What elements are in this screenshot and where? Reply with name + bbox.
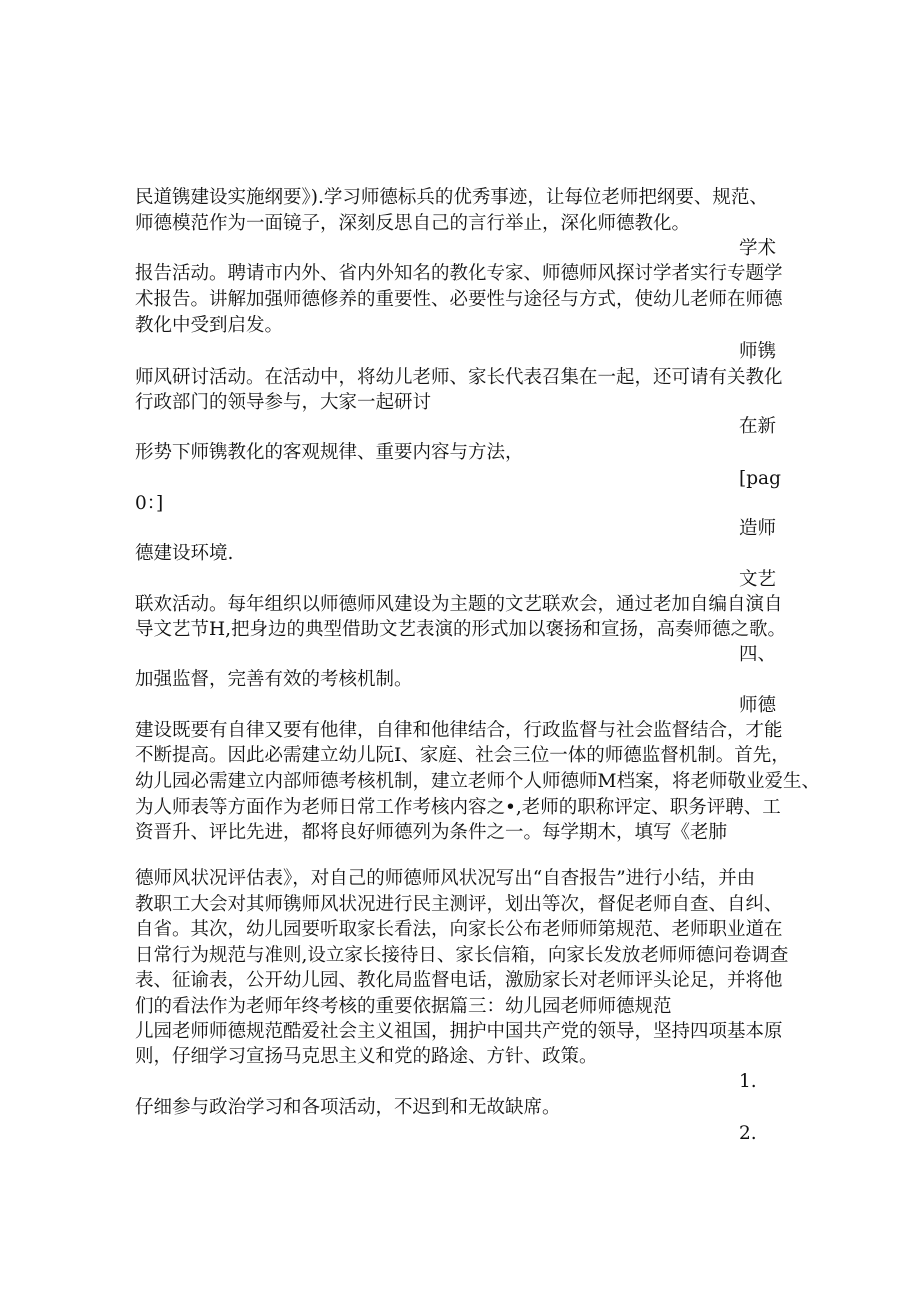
heading-fragment: 文艺 [739,569,777,590]
text-line: 则，仔细学习宣扬马克思主义和党的路途、方针、政策。 [135,1046,598,1067]
heading-fragment: 师德 [739,695,777,716]
text-line: 行政部门的领导参与，大家一起研讨 [135,392,432,413]
text-line: 报告活动。聘请市内外、省内外知名的教化专家、师德师风探讨学者实行专题学 [135,263,783,284]
list-item-text: 仔细参与政治学习和各项活动，不迟到和无故缺席。 [135,1097,561,1118]
text-line: 教职工大会对其师镌师风状况进行民主测评，划出等次，督促老师自查、自纠、 [135,894,783,915]
text-line: 教化中受到启发。 [135,315,284,336]
heading-fragment: 造师 [739,518,777,539]
heading-fragment: 在新 [739,416,777,437]
text-line: 术报告。讲解加强师德修养的重要性、必要性与途径与方式，使幼儿老师在师德 [135,289,783,310]
heading-fragment: 师镌 [739,341,777,362]
text-line: 民道镌建设实施纲要》).学习师德标兵的优秀事迹，让每位老师把纲要、规范、 [135,187,768,208]
text-line: 为人师表等方面作为老师日常工作考核内容之•,老师的职称评定、职务评聘、工 [135,797,781,818]
list-number: 2. [739,1123,757,1144]
section-number: 四、 [739,644,777,665]
page-marker: [pag [739,468,781,489]
text-line: 联欢活动。每年组织以师德师风建设为主题的文艺联欢会，通过老加自编自演自 [135,594,783,615]
text-line: 不断提高。因此必需建立幼儿阮I、家庭、社会三位一体的师德监督机制。首先， [135,745,790,766]
text-line: 师德模范作为一面镜子，深刻反思自己的言行举止，深化师德教化。 [135,213,691,234]
text-line: 们的看法作为老师年终考核的重要依据篇三：幼儿园老师师德规范 [135,996,672,1017]
heading-fragment: 学术 [739,238,777,259]
text-line: 导文艺节H,把身边的典型借助文艺表演的形式加以褒扬和宣扬，高奏师德之歌。 [135,619,787,640]
text-line: 德师风状况评估表》，对自己的师德师风状况写出“自杳报告”进行小结，并由 [135,868,756,889]
text-line: 资晋升、评比先进，都将良好师德列为条件之一。每学期木，填写《老肺 [135,822,728,843]
page-marker: 0：] [135,493,164,514]
text-line: 儿园老师师德规范酷爱社会主义祖国，拥护中国共产党的领导，坚持四项基本原 [135,1021,783,1042]
text-line: 日常行为规范与准则,设立家长接待日、家长信箱，向家长发放老师师德问卷调查 [135,945,789,966]
text-line: 自省。其次，幼儿园要听取家长看法，向家长公布老师师第规范、老师职业道在 [135,919,783,940]
text-line: 德建设环境. [135,543,234,564]
text-line: 幼儿园必需建立内部师德考核机制，建立老师个人师德师M档案，将老师敬业爱生、 [135,771,820,792]
text-line: 形势下师镌教化的客观规律、重要内容与方法， [135,442,524,463]
text-line: 建设既要有自律又要有他律，自律和他律结合，行政监督与社会监督结合，才能 [135,720,783,741]
list-number: 1. [739,1071,757,1092]
section-heading: 加强监督，完善有效的考核机制。 [135,669,413,690]
text-line: 表、征谕表，公开幼儿园、教化局监督电话，激励家长对老师评头论足，并将他 [135,970,783,991]
text-line: 师风研讨活动。在活动中，将幼儿老师、家长代表召集在一起，还可请有关教化 [135,367,783,388]
